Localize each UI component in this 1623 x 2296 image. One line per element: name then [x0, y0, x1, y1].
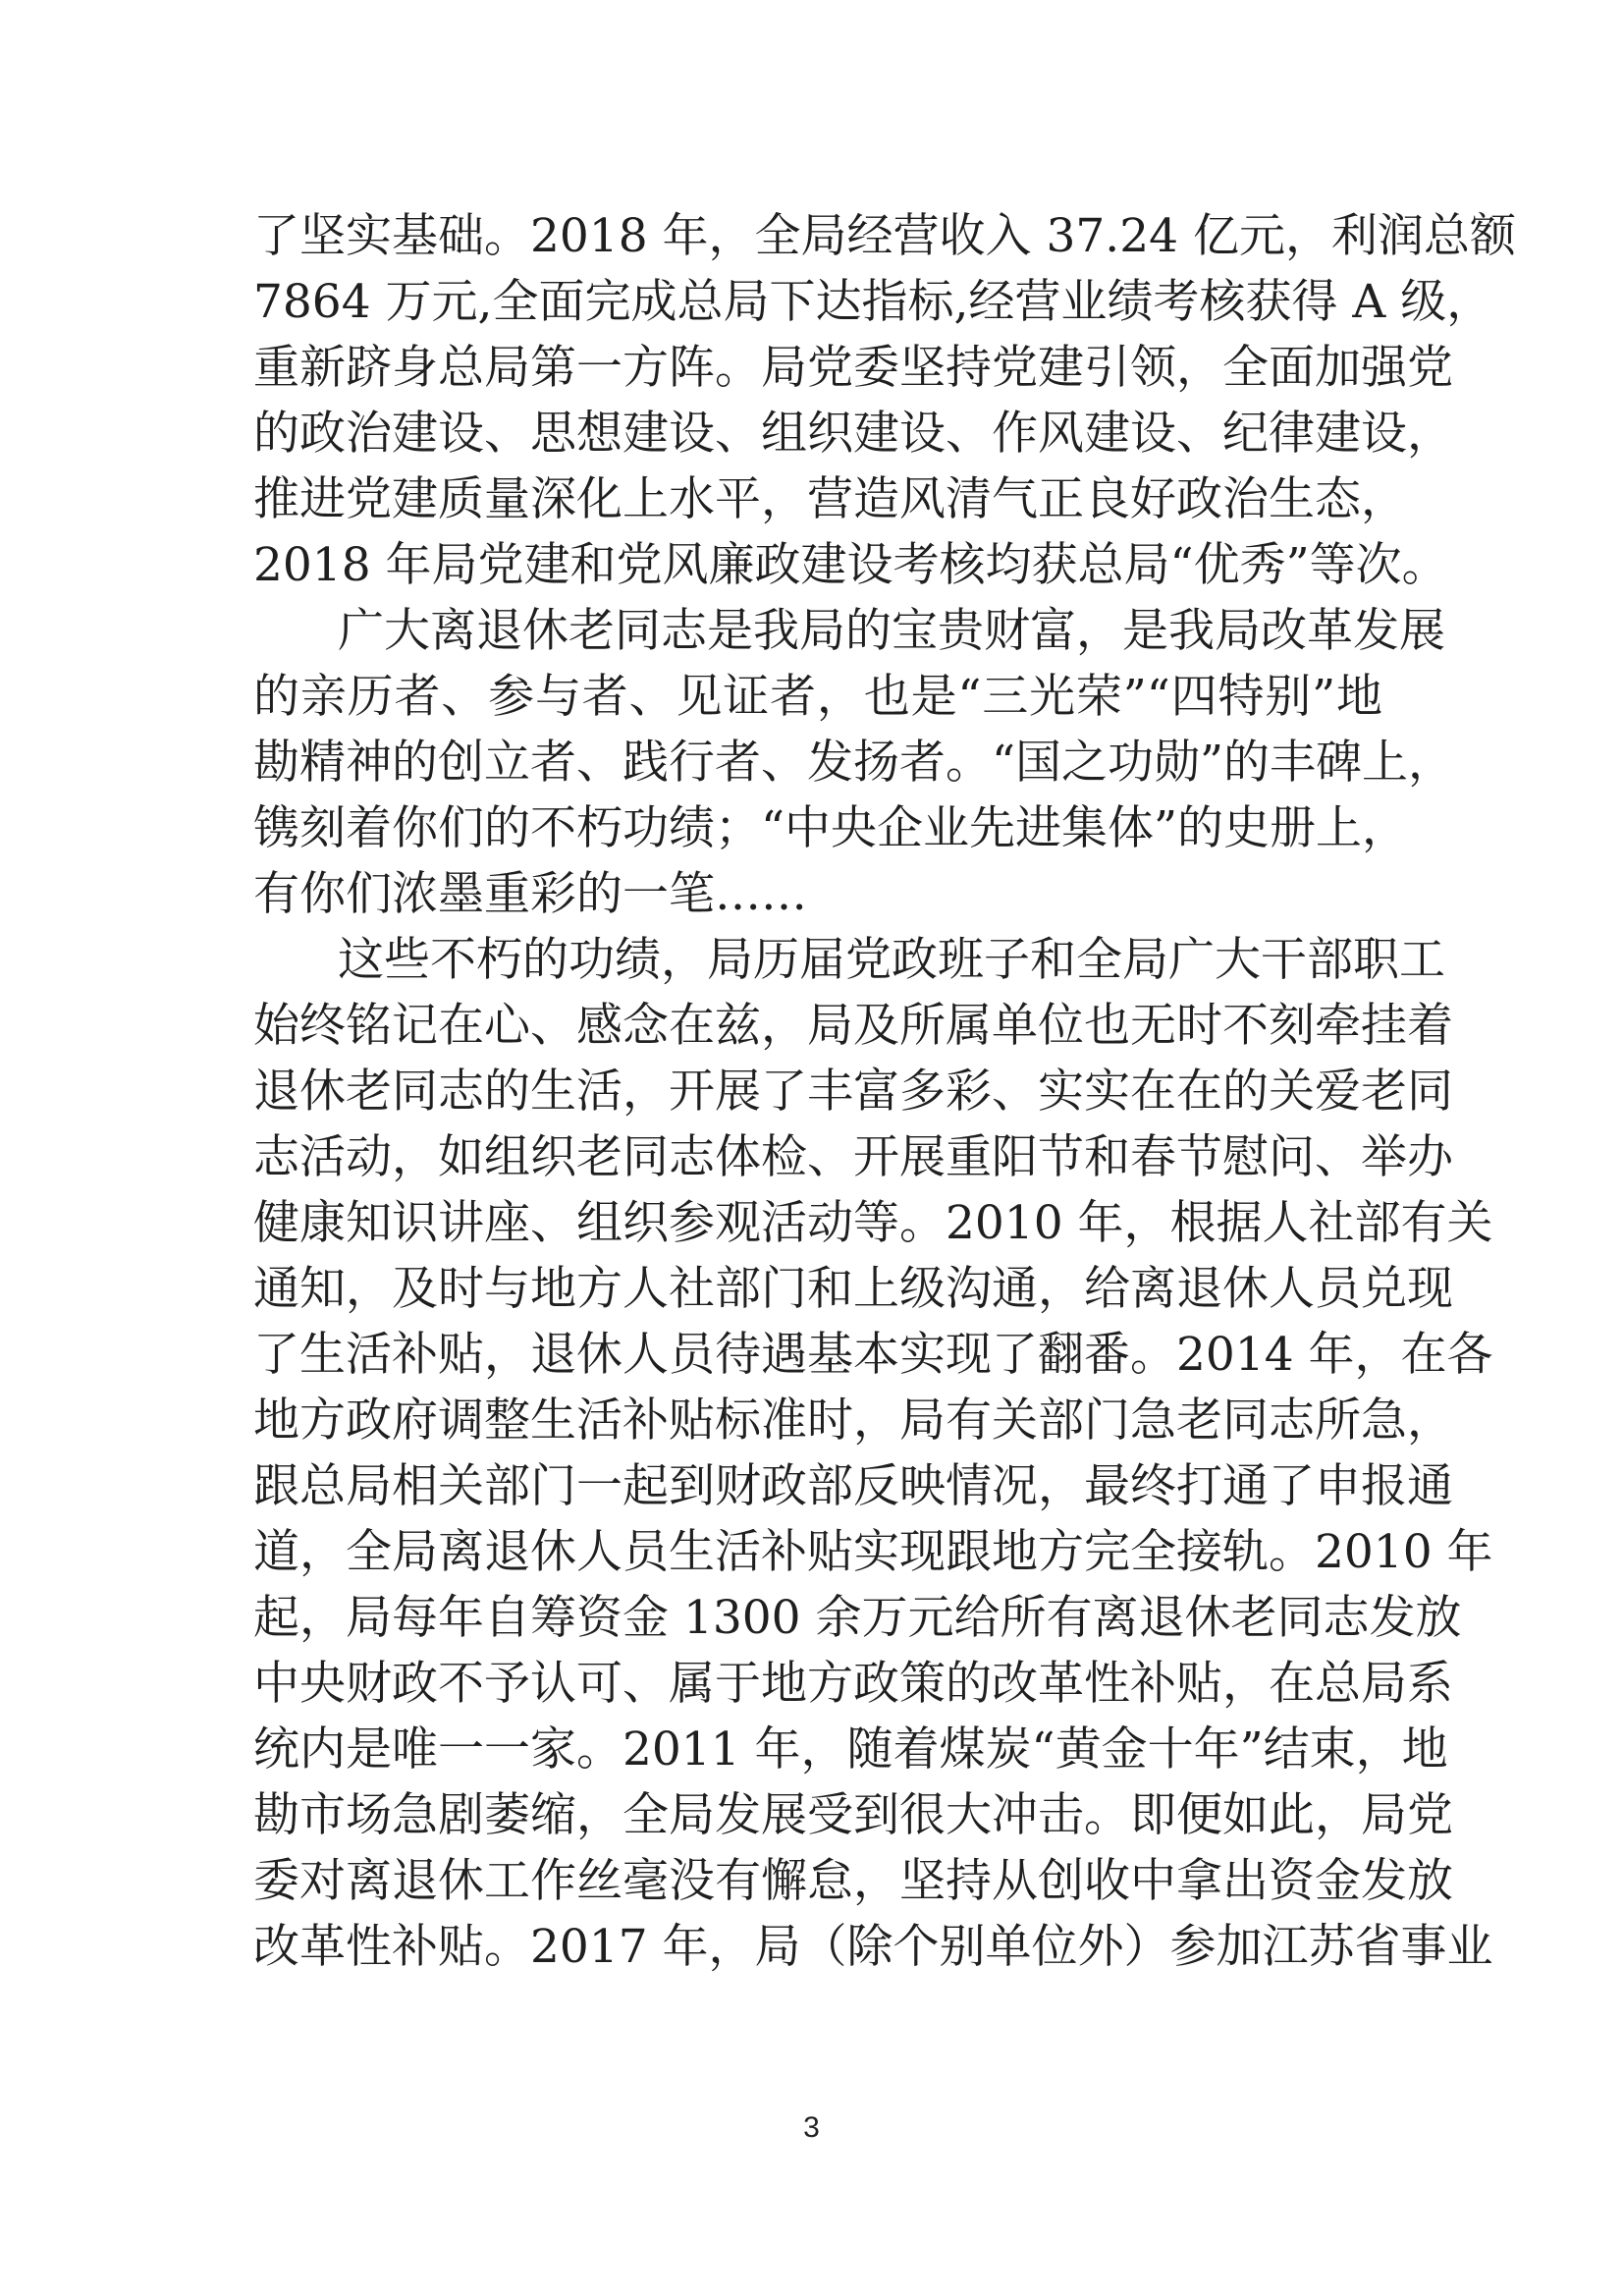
- text-line: 委对离退休工作丝毫没有懈怠，坚持从创收中拿出资金发放: [253, 1854, 1453, 1908]
- text-line: 地方政府调整生活补贴标准时，局有关部门急老同志所急，: [253, 1394, 1453, 1448]
- text-line: 起，局每年自筹资金 1300 余万元给所有离退休老同志发放: [253, 1591, 1462, 1645]
- text-line: 志活动，如组织老同志体检、开展重阳节和春节慰问、举办: [253, 1130, 1453, 1184]
- text-line: 的政治建设、思想建设、组织建设、作风建设、纪律建设，: [253, 407, 1453, 461]
- text-line: 跟总局相关部门一起到财政部反映情况，最终打通了申报通: [253, 1459, 1453, 1513]
- text-line: 了生活补贴，退休人员待遇基本实现了翻番。2014 年，在各: [253, 1328, 1493, 1382]
- text-line: 通知，及时与地方人社部门和上级沟通，给离退休人员兑现: [253, 1262, 1453, 1316]
- text-line: 勘精神的创立者、践行者、发扬者。“国之功勋”的丰碑上，: [253, 736, 1455, 790]
- text-line: 镌刻着你们的不朽功绩；“中央企业先进集体”的史册上，: [253, 801, 1409, 855]
- text-line: 退休老同志的生活，开展了丰富多彩、实实在在的关爱老同: [253, 1065, 1453, 1119]
- text-line: 健康知识讲座、组织参观活动等。2010 年，根据人社部有关: [253, 1196, 1493, 1250]
- text-line: 7864 万元,全面完成总局下达指标,经营业绩考核获得 A 级，: [253, 275, 1493, 329]
- text-line: 勘市场急剧萎缩，全局发展受到很大冲击。即便如此，局党: [253, 1788, 1453, 1842]
- text-line: 有你们浓墨重彩的一笔……: [253, 867, 807, 921]
- text-line: 中央财政不予认可、属于地方政策的改革性补贴，在总局系: [253, 1657, 1453, 1711]
- text-line: 2018 年局党建和党风廉政建设考核均获总局“优秀”等次。: [253, 538, 1448, 592]
- text-line: 这些不朽的功绩，局历届党政班子和全局广大干部职工: [338, 933, 1445, 987]
- text-line: 广大离退休老同志是我局的宝贵财富，是我局改革发展: [338, 604, 1445, 658]
- text-line: 改革性补贴。2017 年，局（除个别单位外）参加江苏省事业: [253, 1920, 1493, 1974]
- text-line: 道，全局离退休人员生活补贴实现跟地方完全接轨。2010 年: [253, 1525, 1493, 1579]
- text-line: 重新跻身总局第一方阵。局党委坚持党建引领，全面加强党: [253, 341, 1453, 395]
- page-number: 3: [803, 2111, 820, 2144]
- text-line: 推进党建质量深化上水平，营造风清气正良好政治生态，: [253, 472, 1407, 526]
- text-line: 的亲历者、参与者、见证者，也是“三光荣”“四特别”地: [253, 670, 1382, 724]
- text-line: 统内是唯一一家。2011 年，随着煤炭“黄金十年”结束，地: [253, 1722, 1448, 1777]
- text-line: 了坚实基础。2018 年，全局经营收入 37.24 亿元，利润总额: [253, 209, 1516, 263]
- text-line: 始终铭记在心、感念在兹，局及所属单位也无时不刻牵挂着: [253, 999, 1453, 1053]
